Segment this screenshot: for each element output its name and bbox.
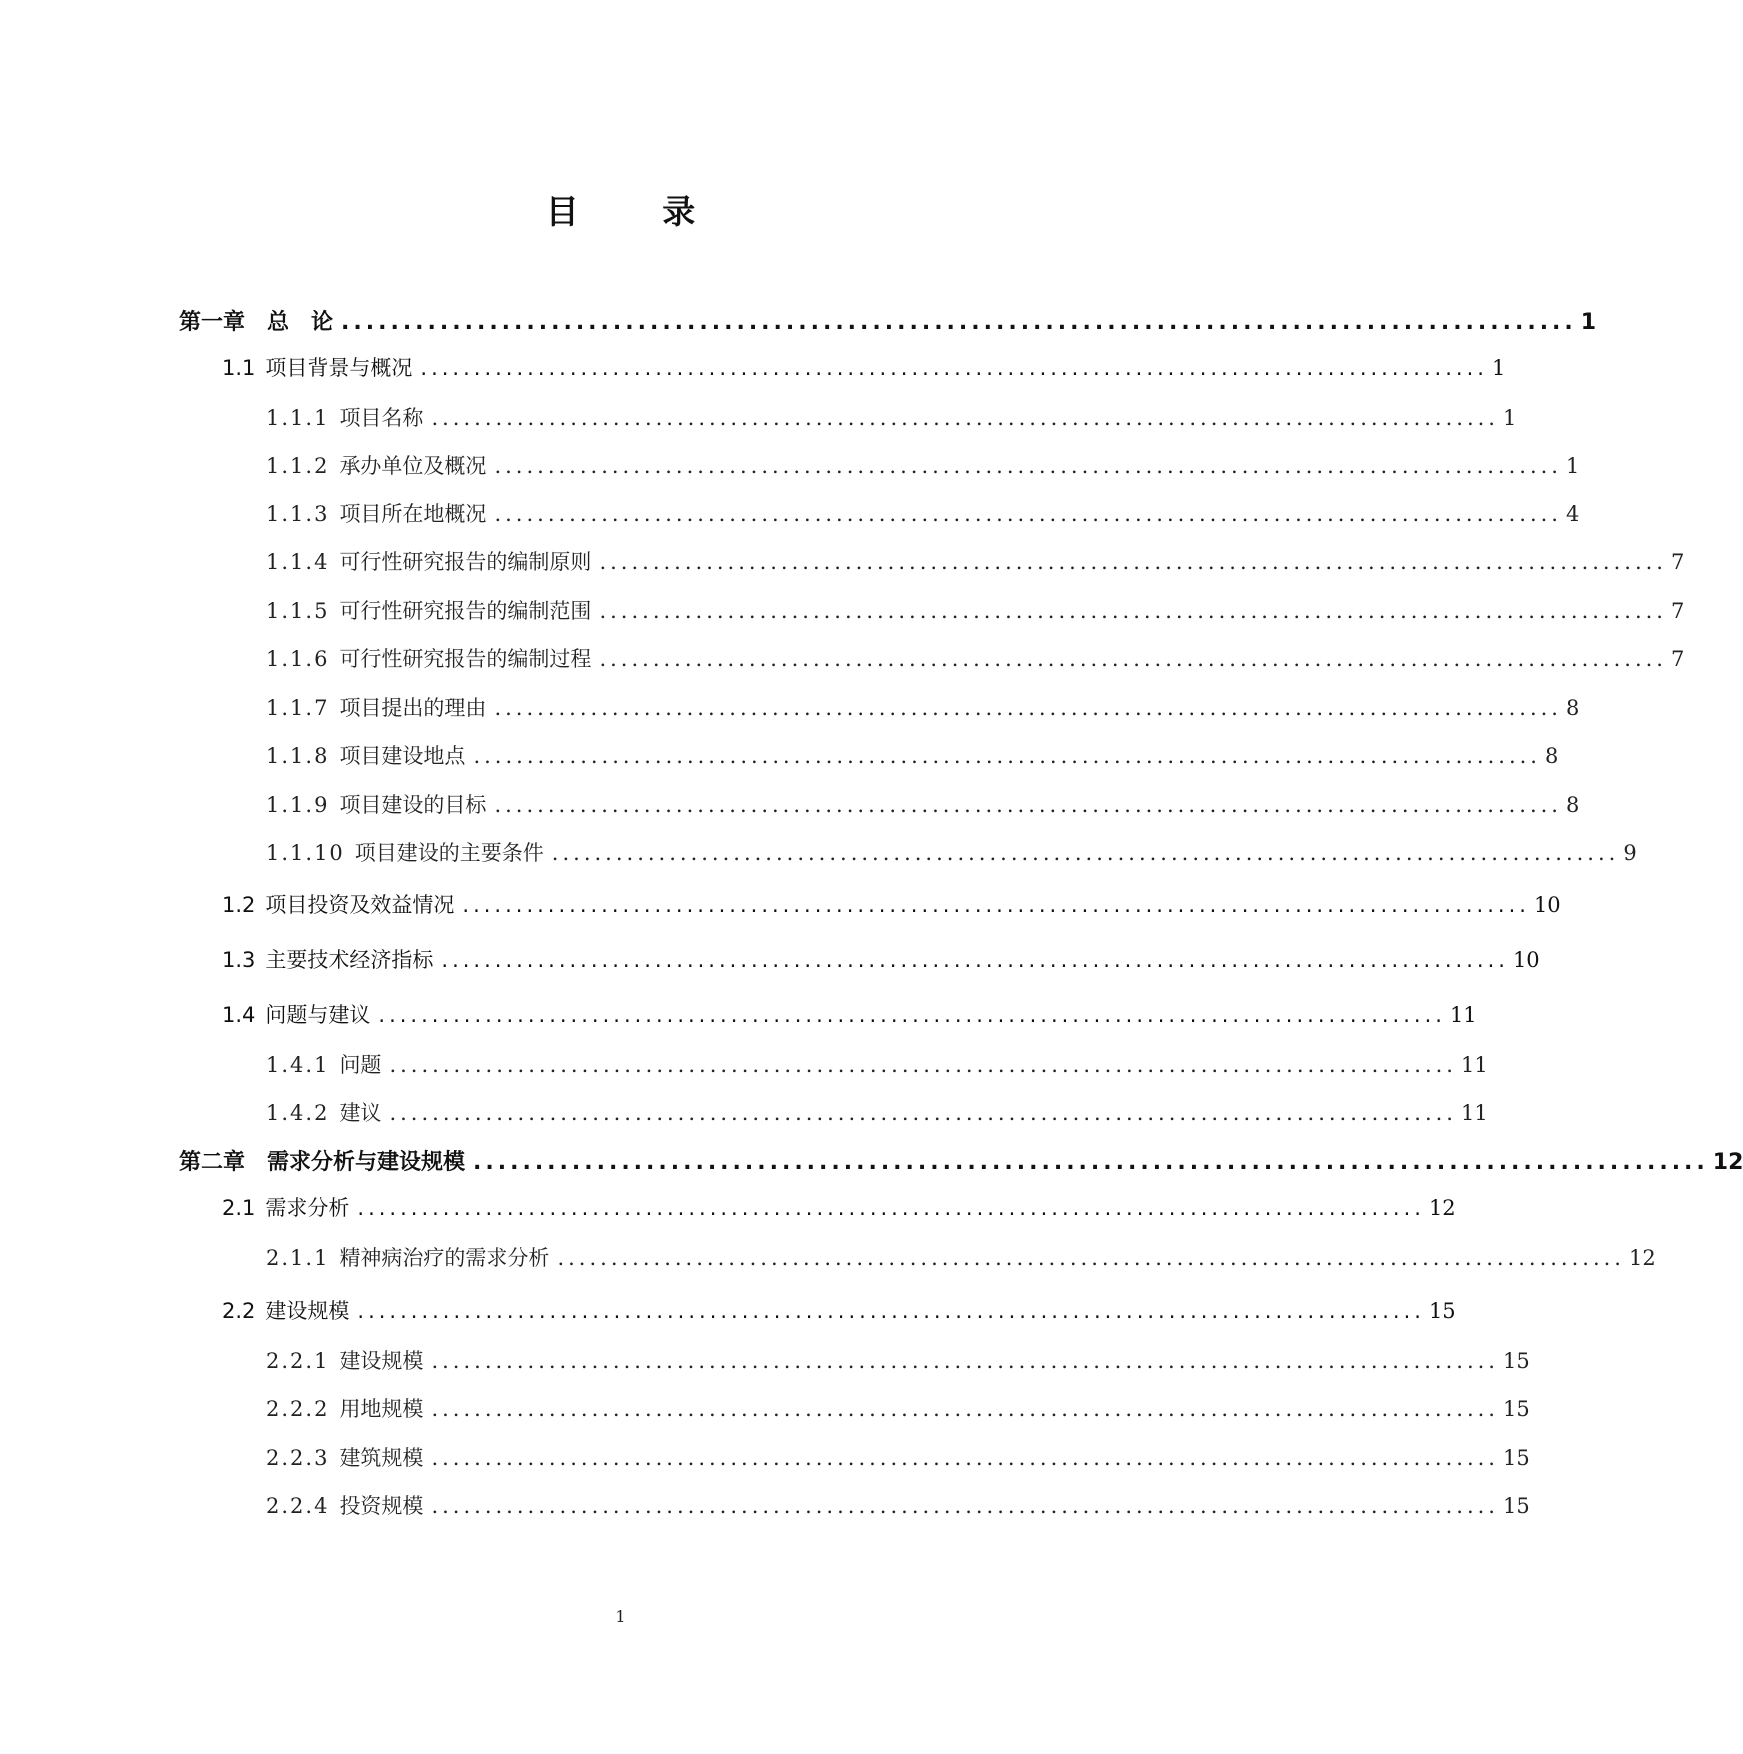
dot-leader: .................................................................................................... xyxy=(473,1150,1709,1175)
toc-entry-title: 可行性研究报告的编制范围 xyxy=(339,599,592,623)
toc-entry-number: 1.1.2 xyxy=(266,454,330,478)
dot-leader: .................................................................................................... xyxy=(494,793,1562,817)
toc-entry-number: 1.4.2 xyxy=(266,1101,330,1125)
toc-entry-title: 承办单位及概况 xyxy=(339,454,487,478)
toc-entry-title: 投资规模 xyxy=(339,1494,424,1518)
toc-entry-number: 2.2.1 xyxy=(266,1349,330,1373)
toc-entry-1-1-10[interactable] xyxy=(266,838,1637,868)
toc-entry-page: 8 xyxy=(1565,793,1580,817)
dot-leader: .................................................................................................... xyxy=(557,1246,1625,1270)
toc-entry-page: 8 xyxy=(1544,744,1559,768)
toc-entry-page: 15 xyxy=(1502,1397,1530,1421)
toc-entry-page: 4 xyxy=(1565,502,1580,526)
dot-leader: .................................................................................................... xyxy=(441,948,1509,972)
toc-entry-page: 1 xyxy=(1565,454,1580,478)
toc-entry-1-1-5[interactable] xyxy=(266,596,1685,626)
toc-entry-number: 1.4 xyxy=(222,1003,256,1027)
toc-entry-title: 可行性研究报告的编制原则 xyxy=(339,550,592,574)
toc-entry-number: 1.3 xyxy=(222,948,256,972)
dot-leader: .................................................................................................... xyxy=(389,1101,1457,1125)
toc-entry-title: 总 论 xyxy=(267,310,334,335)
dot-leader: .................................................................................................... xyxy=(431,406,1499,430)
dot-leader: .................................................................................................... xyxy=(378,1003,1446,1027)
toc-entry-number: 1.1 xyxy=(222,356,256,380)
toc-entry-number: 2.2 xyxy=(222,1299,256,1323)
toc-entry-number: 1.2 xyxy=(222,893,256,917)
toc-entry-page: 7 xyxy=(1670,599,1685,623)
toc-entry-1-1[interactable] xyxy=(222,353,1506,383)
dot-leader: .................................................................................................... xyxy=(341,310,1577,335)
dot-leader: .................................................................................................... xyxy=(599,599,1667,623)
toc-entry-2-2-4[interactable] xyxy=(266,1491,1530,1521)
toc-entry-1-4[interactable] xyxy=(222,1000,1477,1030)
toc-entry-title: 用地规模 xyxy=(339,1397,424,1421)
toc-entry-title: 项目背景与概况 xyxy=(265,356,413,380)
toc-entry-page: 11 xyxy=(1460,1053,1488,1077)
dot-leader: .................................................................................................... xyxy=(431,1446,1499,1470)
toc-entry-number: 2.1 xyxy=(222,1196,256,1220)
toc-entry-page: 1 xyxy=(1580,310,1597,335)
dot-leader: .................................................................................................... xyxy=(494,696,1562,720)
toc-entry-page: 7 xyxy=(1670,550,1685,574)
toc-entry-page: 7 xyxy=(1670,647,1685,671)
toc-entry-number: 1.4.1 xyxy=(266,1053,330,1077)
toc-entry-1-1-4[interactable] xyxy=(266,547,1685,577)
toc-entry-page: 9 xyxy=(1623,841,1637,865)
toc-entry-number: 2.2.4 xyxy=(266,1494,330,1518)
toc-entry-number: 1.1.10 xyxy=(266,841,345,865)
toc-entry-number: 第二章 xyxy=(179,1150,246,1175)
toc-entry-page: 10 xyxy=(1533,893,1561,917)
toc-entry-page: 15 xyxy=(1502,1446,1530,1470)
toc-entry-2-2-2[interactable] xyxy=(266,1394,1530,1424)
toc-entry-title: 问题与建议 xyxy=(265,1003,371,1027)
toc-entry-page: 11 xyxy=(1460,1101,1488,1125)
dot-leader: .................................................................................................... xyxy=(420,356,1488,380)
toc-entry-number: 1.1.3 xyxy=(266,502,330,526)
toc-entry-1-1-3[interactable] xyxy=(266,499,1580,529)
toc-entry-2-1-1[interactable] xyxy=(266,1243,1656,1273)
toc-entry-page: 10 xyxy=(1512,948,1540,972)
dot-leader: .................................................................................................... xyxy=(599,550,1667,574)
toc-entry-page: 15 xyxy=(1428,1299,1456,1323)
toc-entry-number: 1.1.8 xyxy=(266,744,330,768)
toc-entry-page: 8 xyxy=(1565,696,1580,720)
toc-entry-1-1-2[interactable] xyxy=(266,451,1580,481)
toc-entry-title: 需求分析与建设规模 xyxy=(267,1150,466,1175)
toc-entry-title: 项目建设地点 xyxy=(339,744,466,768)
toc-entry-chapter-1[interactable] xyxy=(179,308,1597,338)
toc-entry-1-1-8[interactable] xyxy=(266,741,1559,771)
toc-entry-title: 项目提出的理由 xyxy=(339,696,487,720)
toc-entry-page: 12 xyxy=(1428,1196,1456,1220)
toc-entry-page: 15 xyxy=(1502,1494,1530,1518)
dot-leader: .................................................................................................... xyxy=(462,893,1530,917)
dot-leader: .................................................................................................... xyxy=(473,744,1541,768)
toc-entry-page: 15 xyxy=(1502,1349,1530,1373)
toc-entry-page: 12 xyxy=(1628,1246,1656,1270)
toc-entry-1-4-1[interactable] xyxy=(266,1050,1488,1080)
toc-entry-chapter-2[interactable] xyxy=(179,1148,1743,1178)
toc-entry-page: 1 xyxy=(1491,356,1506,380)
toc-entry-number: 1.1.1 xyxy=(266,406,330,430)
toc-entry-title: 可行性研究报告的编制过程 xyxy=(339,647,592,671)
toc-entry-title: 建筑规模 xyxy=(339,1446,424,1470)
toc-entry-2-2-1[interactable] xyxy=(266,1346,1530,1376)
toc-entry-number: 2.2.2 xyxy=(266,1397,330,1421)
dot-leader: .................................................................................................... xyxy=(431,1349,1499,1373)
toc-entry-number: 1.1.7 xyxy=(266,696,330,720)
toc-entry-1-3[interactable] xyxy=(222,945,1540,975)
toc-entry-page: 11 xyxy=(1449,1003,1477,1027)
toc-entry-number: 1.1.6 xyxy=(266,647,330,671)
dot-leader: .................................................................................................... xyxy=(431,1397,1499,1421)
dot-leader: .................................................................................................... xyxy=(357,1196,1425,1220)
toc-entry-1-1-7[interactable] xyxy=(266,693,1580,723)
toc-entry-title: 项目所在地概况 xyxy=(339,502,487,526)
page-title: 目 录 xyxy=(545,192,732,231)
toc-entry-1-4-2[interactable] xyxy=(266,1098,1488,1128)
dot-leader: .................................................................................................... xyxy=(431,1494,1499,1518)
toc-entry-number: 1.1.5 xyxy=(266,599,330,623)
toc-entry-title: 项目建设的主要条件 xyxy=(354,841,544,865)
dot-leader: .................................................................................................... xyxy=(551,841,1620,865)
toc-entry-1-1-6[interactable] xyxy=(266,644,1685,674)
toc-entry-number: 2.1.1 xyxy=(266,1246,330,1270)
toc-entry-title: 建设规模 xyxy=(339,1349,424,1373)
toc-entry-title: 问题 xyxy=(339,1053,382,1077)
dot-leader: .................................................................................................... xyxy=(389,1053,1457,1077)
toc-entry-title: 建设规模 xyxy=(265,1299,350,1323)
dot-leader: .................................................................................................... xyxy=(599,647,1667,671)
toc-entry-title: 主要技术经济指标 xyxy=(265,948,434,972)
toc-entry-number: 1.1.4 xyxy=(266,550,330,574)
footer-page-number: 1 xyxy=(615,1607,626,1626)
toc-entry-2-2[interactable] xyxy=(222,1296,1456,1326)
toc-entry-title: 项目建设的目标 xyxy=(339,793,487,817)
toc-entry-number: 2.2.3 xyxy=(266,1446,330,1470)
toc-entry-page: 12 xyxy=(1712,1150,1743,1175)
dot-leader: .................................................................................................... xyxy=(494,502,1562,526)
toc-entry-1-1-9[interactable] xyxy=(266,790,1580,820)
toc-entry-number: 第一章 xyxy=(179,310,246,335)
toc-entry-number: 1.1.9 xyxy=(266,793,330,817)
toc-entry-title: 精神病治疗的需求分析 xyxy=(339,1246,550,1270)
toc-entry-2-2-3[interactable] xyxy=(266,1443,1530,1473)
toc-entry-title: 项目投资及效益情况 xyxy=(265,893,455,917)
toc-entry-title: 建议 xyxy=(339,1101,382,1125)
toc-entry-title: 项目名称 xyxy=(339,406,424,430)
toc-entry-2-1[interactable] xyxy=(222,1193,1456,1223)
toc-entry-1-1-1[interactable] xyxy=(266,403,1517,433)
toc-entry-page: 1 xyxy=(1502,406,1517,430)
dot-leader: .................................................................................................... xyxy=(494,454,1562,478)
toc-entry-1-2[interactable] xyxy=(222,890,1561,920)
toc-entry-title: 需求分析 xyxy=(265,1196,350,1220)
dot-leader: .................................................................................................... xyxy=(357,1299,1425,1323)
